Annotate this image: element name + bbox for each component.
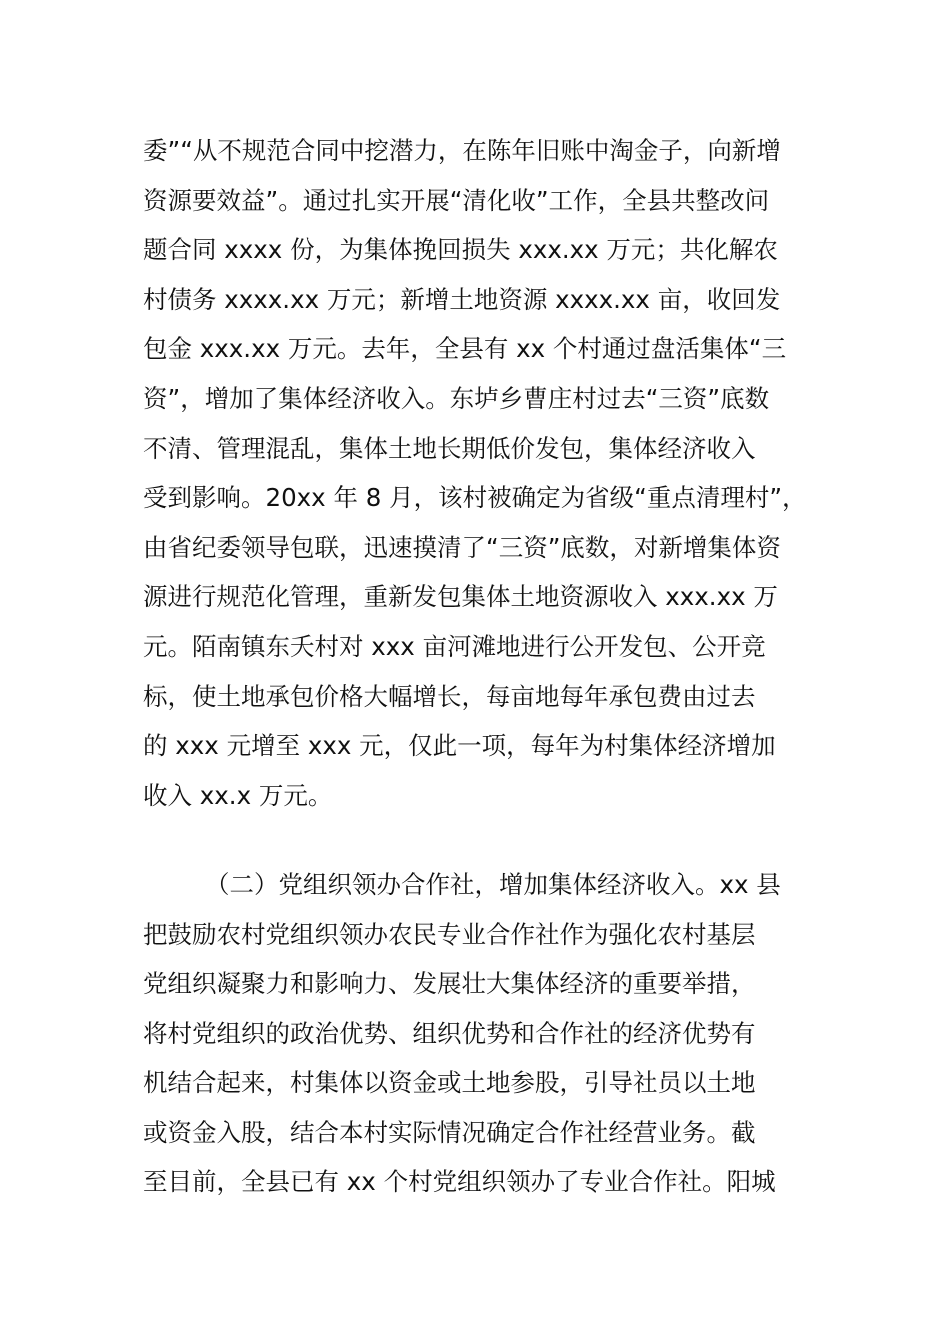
text-line: 源进行规范化管理，重新发包集体土地资源收入 xxx.xx 万 bbox=[143, 582, 778, 611]
text-line: 标，使土地承包价格大幅增长，每亩地每年承包费由过去 bbox=[143, 682, 756, 711]
text-line: 或资金入股，结合本村实际情况确定合作社经营业务。截 bbox=[143, 1118, 756, 1147]
text-line: 题合同 xxxx 份，为集体挽回损失 xxx.xx 万元；共化解农 bbox=[143, 235, 778, 264]
text-line: 收入 xx.x 万元。 bbox=[143, 781, 333, 810]
section-heading-line: （二）党组织领办合作社，增加集体经济收入。xx 县 bbox=[205, 870, 781, 899]
text-line: 元。陌南镇东夭村对 xxx 亩河滩地进行公开发包、公开竞 bbox=[143, 632, 766, 661]
text-line: 包金 xxx.xx 万元。去年，全县有 xx 个村通过盘活集体“三 bbox=[143, 334, 787, 363]
text-line: 党组织凝聚力和影响力、发展壮大集体经济的重要举措， bbox=[143, 969, 756, 998]
text-line: 不清、管理混乱，集体土地长期低价发包，集体经济收入 bbox=[143, 434, 756, 463]
text-line: 村债务 xxxx.xx 万元；新增土地资源 xxxx.xx 亩，收回发 bbox=[143, 285, 781, 314]
text-line: 委”“从不规范合同中挖潜力，在陈年旧账中淘金子，向新增 bbox=[143, 136, 781, 165]
text-line: 由省纪委领导包联，迅速摸清了“三资”底数，对新增集体资 bbox=[143, 533, 781, 562]
text-line: 把鼓励农村党组织领办农民专业合作社作为强化农村基层 bbox=[143, 920, 756, 949]
text-line: 的 xxx 元增至 xxx 元，仅此一项，每年为村集体经济增加 bbox=[143, 731, 776, 760]
text-line: 资源要效益”。通过扎实开展“清化收”工作，全县共整改问 bbox=[143, 186, 770, 215]
text-line: 至目前，全县已有 xx 个村党组织领办了专业合作社。阳城 bbox=[143, 1167, 776, 1196]
text-line: 机结合起来，村集体以资金或土地参股，引导社员以土地 bbox=[143, 1068, 756, 1097]
text-line: 将村党组织的政治优势、组织优势和合作社的经济优势有 bbox=[143, 1019, 756, 1048]
text-line: 资”，增加了集体经济收入。东垆乡曹庄村过去“三资”底数 bbox=[143, 384, 770, 413]
text-line: 受到影响。20xx 年 8 月，该村被确定为省级“重点清理村”， bbox=[143, 483, 807, 512]
